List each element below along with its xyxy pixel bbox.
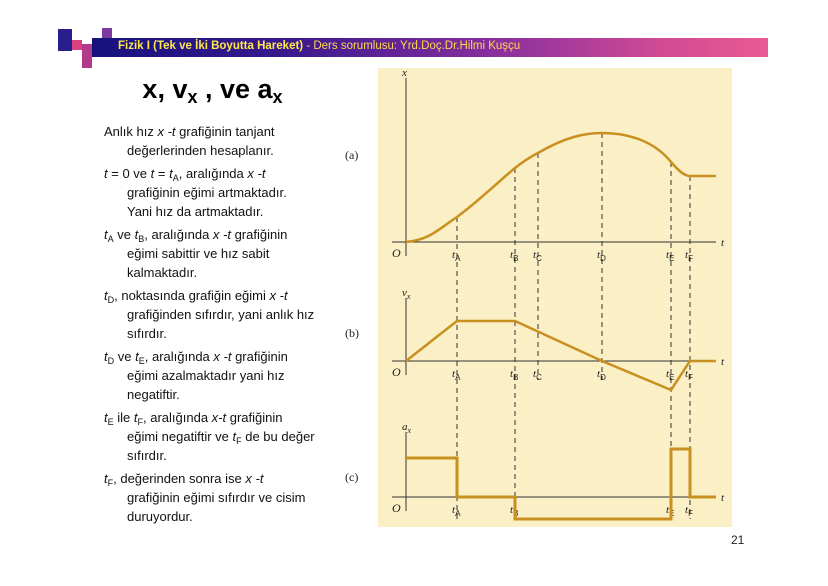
text-segment: eğimi negatiftir ve xyxy=(127,429,233,444)
time-sub: B xyxy=(513,509,519,518)
origin-label: O xyxy=(392,365,401,379)
text-segment: , aralığında xyxy=(144,349,214,364)
time-sub: F xyxy=(688,254,693,263)
text-segment: eğimi azalmaktadır yani hız xyxy=(127,368,285,383)
time-prefix: t xyxy=(510,368,514,380)
subscript: B xyxy=(138,234,145,244)
y-axis-label-main: x xyxy=(402,67,407,79)
text-segment: t xyxy=(104,410,108,425)
page-number: 21 xyxy=(731,533,745,547)
t-axis-label: t xyxy=(721,237,725,249)
subscript: D xyxy=(107,356,115,366)
text-segment: eğimi sabittir ve hız sabit xyxy=(127,246,270,261)
text-segment: x -t xyxy=(212,227,231,242)
title-sub: x xyxy=(272,87,283,107)
text-segment: ve xyxy=(113,227,135,242)
y-axis-label-main: a xyxy=(402,421,408,433)
text-segment: ve xyxy=(114,349,136,364)
course-instructor: - Ders sorumlusu: Yrd.Doç.Dr.Hilmi Kuşçu xyxy=(303,40,521,52)
text-segment: kalmaktadır. xyxy=(127,265,198,280)
text-segment: sıfırdır. xyxy=(127,448,167,463)
y-axis-label-sub: x xyxy=(407,426,412,435)
text-segment: Anlık hız xyxy=(104,124,158,139)
title-sub: x xyxy=(187,87,198,107)
text-segment: = xyxy=(154,166,170,181)
text-segment: duruyordur. xyxy=(127,509,193,524)
time-prefix: t xyxy=(597,368,601,380)
time-sub: A xyxy=(455,254,461,263)
time-prefix: t xyxy=(452,368,456,380)
y-axis-label-sub: x xyxy=(406,292,411,301)
title-part: , ve a xyxy=(197,74,273,104)
text-segment: t xyxy=(169,166,173,181)
text-segment: x-t xyxy=(211,410,227,425)
text-segment: grafiğinden sıfırdır, yani anlık hız xyxy=(127,307,315,322)
subscript: F xyxy=(236,436,242,446)
time-prefix: t xyxy=(533,368,537,380)
time-label-tB xyxy=(510,249,518,263)
text-segment: x -t xyxy=(157,124,176,139)
text-segment: t xyxy=(232,429,237,444)
text-segment: grafiğinin eğimi artmaktadır. xyxy=(127,185,287,200)
time-label-tA xyxy=(452,249,461,263)
time-prefix: t xyxy=(452,504,456,516)
text-segment: t xyxy=(133,410,138,425)
subscript: E xyxy=(138,356,145,366)
y-axis-label xyxy=(402,421,412,435)
text-segment: x -t xyxy=(247,166,266,181)
text-segment: , aralığında xyxy=(144,227,213,242)
origin-label: O xyxy=(392,246,401,260)
time-prefix: t xyxy=(510,249,514,261)
position-curve xyxy=(406,133,716,242)
time-prefix: t xyxy=(533,249,537,261)
text-segment: grafiğinin xyxy=(230,227,288,242)
text-segment: değerlerinden hesaplanır. xyxy=(127,143,274,158)
text-segment: , aralığında xyxy=(178,166,248,181)
title-part: x, v xyxy=(142,74,188,104)
time-prefix: t xyxy=(597,249,601,261)
text-segment: t xyxy=(134,227,139,242)
text-segment: t xyxy=(104,227,108,242)
subscript: F xyxy=(137,417,143,427)
text-segment: negatiftir. xyxy=(127,387,180,402)
y-axis-label-main: v xyxy=(402,287,407,299)
time-prefix: t xyxy=(666,249,670,261)
time-sub: E xyxy=(669,254,675,263)
time-label-tE xyxy=(666,368,674,382)
time-sub: F xyxy=(688,509,693,518)
text-segment: grafiğinin tanjant xyxy=(175,124,275,139)
t-axis-label: t xyxy=(721,356,725,368)
subscript: A xyxy=(172,173,179,183)
text-segment: x -t xyxy=(269,288,288,303)
text-segment: t xyxy=(104,166,108,181)
time-prefix: t xyxy=(452,249,456,261)
subscript: D xyxy=(107,295,115,305)
time-sub: F xyxy=(688,373,693,382)
time-prefix: t xyxy=(685,249,689,261)
time-label-tF xyxy=(685,249,693,263)
time-prefix: t xyxy=(510,504,514,516)
text-segment: grafiğinin xyxy=(231,349,288,364)
panel-label-a: (a) xyxy=(345,148,359,162)
time-sub: D xyxy=(600,254,606,263)
time-prefix: t xyxy=(685,368,689,380)
text-segment: x -t xyxy=(213,349,232,364)
time-sub: E xyxy=(669,509,675,518)
subscript: E xyxy=(107,417,114,427)
text-segment: Yani hız da artmaktadır. xyxy=(127,204,264,219)
time-sub: E xyxy=(669,373,675,382)
t-axis-label: t xyxy=(721,492,725,504)
text-segment: = 0 ve xyxy=(107,166,151,181)
text-segment: grafiğinin xyxy=(226,410,283,425)
text-segment: ile xyxy=(113,410,134,425)
text-segment: , değerinden sonra ise xyxy=(113,471,246,486)
time-sub: C xyxy=(536,373,542,382)
time-label-tF xyxy=(685,504,693,518)
time-label-tF xyxy=(685,368,693,382)
y-axis-label xyxy=(402,287,411,301)
text-segment: sıfırdır. xyxy=(127,326,167,341)
text-segment: t xyxy=(135,349,139,364)
text-segment: t xyxy=(150,166,155,181)
subscript: F xyxy=(107,478,114,488)
time-prefix: t xyxy=(666,368,670,380)
time-prefix: t xyxy=(666,504,670,516)
text-segment: t xyxy=(104,288,108,303)
text-segment: t xyxy=(104,349,108,364)
subscript: A xyxy=(107,234,114,244)
time-sub: A xyxy=(455,509,461,518)
text-segment: grafiğinin eğimi sıfırdır ve cisim xyxy=(127,490,306,505)
course-title: Fizik I (Tek ve İki Boyutta Hareket) xyxy=(118,40,304,52)
origin-label: O xyxy=(392,501,401,515)
time-sub: B xyxy=(513,373,519,382)
time-prefix: t xyxy=(685,504,689,516)
time-label-tC xyxy=(533,249,542,263)
time-sub: B xyxy=(513,254,519,263)
text-segment: t xyxy=(104,471,108,486)
time-label-tE xyxy=(666,249,674,263)
time-sub: D xyxy=(600,373,606,382)
text-segment: de bu değer xyxy=(241,429,315,444)
time-label-tB xyxy=(510,368,518,382)
text-segment: , noktasında grafiğin eğimi xyxy=(114,288,270,303)
panel-label-b: (b) xyxy=(345,326,359,340)
text-segment: x -t xyxy=(245,471,264,486)
time-sub: C xyxy=(536,254,542,263)
y-axis-label xyxy=(401,67,407,79)
panel-label-c: (c) xyxy=(345,470,359,484)
text-segment: , aralığında xyxy=(143,410,212,425)
time-sub: A xyxy=(455,373,461,382)
